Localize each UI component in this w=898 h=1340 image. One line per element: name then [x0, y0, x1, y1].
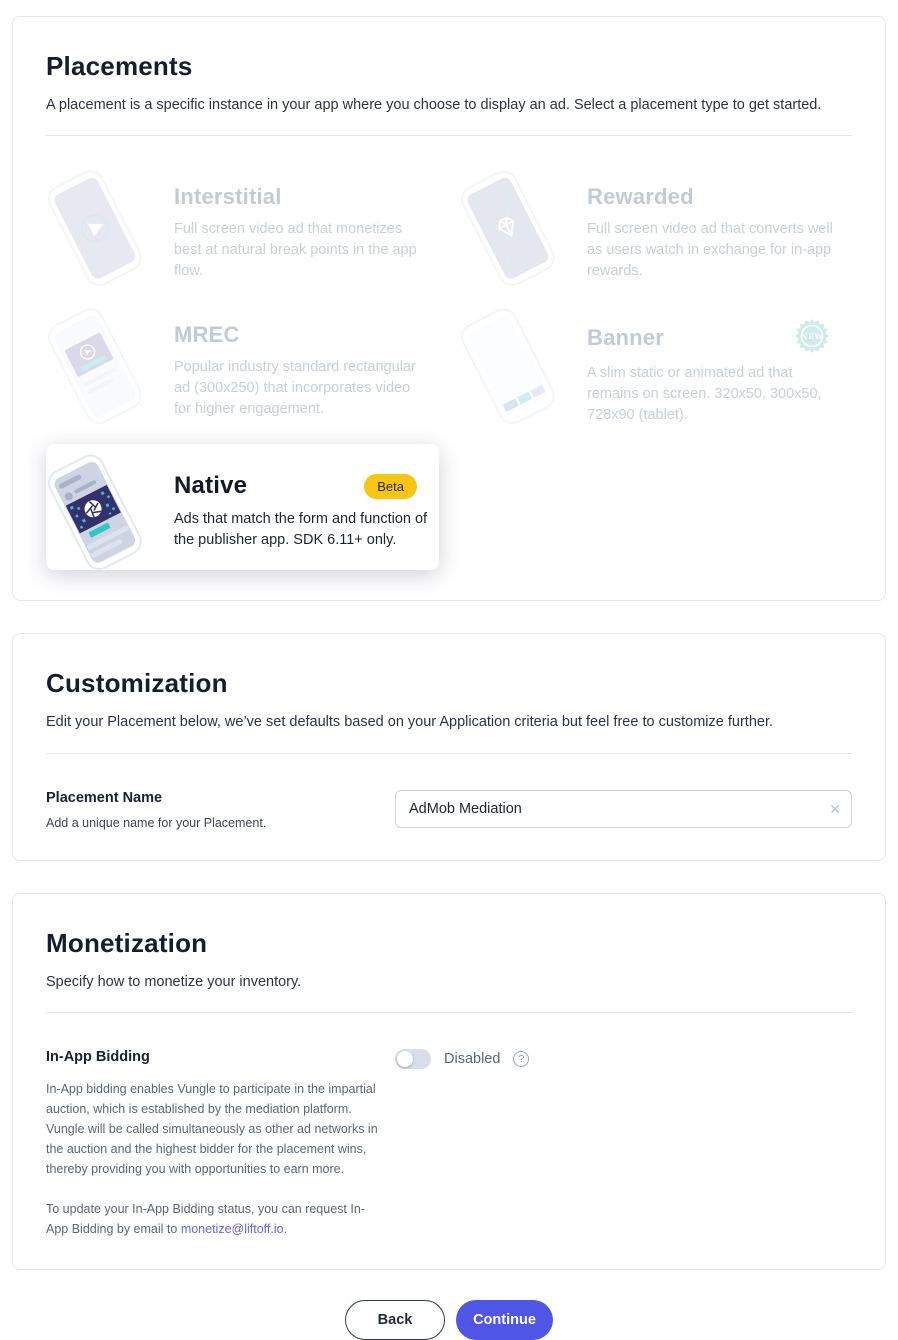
new-badge-icon	[794, 318, 830, 354]
placement-option-interstitial[interactable]	[46, 162, 439, 290]
in-app-bidding-status: Disabled	[444, 1050, 501, 1067]
beta-badge: Beta	[364, 474, 417, 499]
placement-option-banner[interactable]	[459, 300, 852, 434]
in-app-bidding-description: In-App bidding enables Vungle to participate in the impartial auction, which is established by the mediation platform. Vungle will be called simultaneously as other ad networks in the auction and the highest bidder for the placement wins, thereby providing you with opportunities to earn more.	[46, 1081, 378, 1176]
placement-option-native[interactable]	[46, 444, 439, 570]
placement-name-label: Placement Name	[46, 789, 163, 806]
option-title: Rewarded	[587, 184, 694, 210]
placement-option-rewarded[interactable]	[459, 162, 852, 290]
native-phone-illustration	[46, 454, 174, 560]
monetize-email-link[interactable]: monetize@liftoff.io	[180, 1221, 284, 1236]
customization-title: Customization	[46, 668, 228, 699]
rewarded-phone-illustration	[459, 170, 587, 276]
continue-button[interactable]: Continue	[456, 1300, 553, 1340]
monetization-title: Monetization	[46, 927, 208, 958]
placements-title: Placements	[46, 51, 193, 81]
banner-phone-illustration	[459, 308, 587, 414]
divider	[46, 1012, 852, 1013]
mrec-phone-illustration	[46, 308, 174, 414]
customization-description: Edit your Placement below, we’ve set defaults based on your Application criteria but feel free to customize further.	[46, 714, 774, 731]
placement-name-helper: Add a unique name for your Placement.	[46, 815, 267, 830]
placement-name-input[interactable]	[395, 790, 852, 828]
option-description: Full screen video ad that monetizes best at natural break points in the app flow.	[174, 221, 417, 280]
option-description: A slim static or animated ad that remains on screen. 320x50, 300x50, 728x90 (tablet).	[587, 365, 822, 424]
back-button[interactable]: Back	[345, 1300, 445, 1340]
monetization-card	[12, 893, 886, 1270]
help-icon[interactable]: ?	[513, 1051, 529, 1067]
placements-card	[12, 16, 886, 601]
option-description: Popular industry standard rectangular ad (300x250) that incorporates video for higher engagement.	[174, 359, 416, 418]
option-title: MREC	[174, 322, 240, 348]
clear-input-icon[interactable]: ✕	[829, 800, 841, 817]
interstitial-phone-illustration	[46, 170, 174, 276]
placement-option-mrec[interactable]	[46, 300, 439, 434]
in-app-bidding-toggle[interactable]	[395, 1049, 431, 1069]
option-title: Interstitial	[174, 184, 282, 210]
divider	[46, 753, 852, 754]
option-description: Ads that match the form and function of the publisher app. SDK 6.11+ only.	[174, 511, 428, 549]
monetization-description: Specify how to monetize your inventory.	[46, 973, 302, 990]
footer-actions	[0, 1300, 898, 1340]
placements-description: A placement is a specific instance in your app where you choose to display an ad. Select a placement type to get started.	[46, 97, 822, 113]
option-description: Full screen video ad that converts well as users watch in exchange for in-app rewards.	[587, 221, 833, 280]
svg-text:NEW: NEW	[800, 332, 824, 342]
divider	[46, 135, 852, 136]
placement-type-grid	[46, 162, 852, 570]
in-app-bidding-label: In-App Bidding	[46, 1048, 150, 1065]
option-title: Banner	[587, 325, 664, 351]
in-app-bidding-note: To update your In-App Bidding status, you can request In-App Bidding by email to monetize@liftoff.io.	[46, 1201, 365, 1236]
toggle-knob	[397, 1051, 413, 1067]
option-title: Native	[174, 472, 248, 500]
customization-card	[12, 633, 886, 860]
